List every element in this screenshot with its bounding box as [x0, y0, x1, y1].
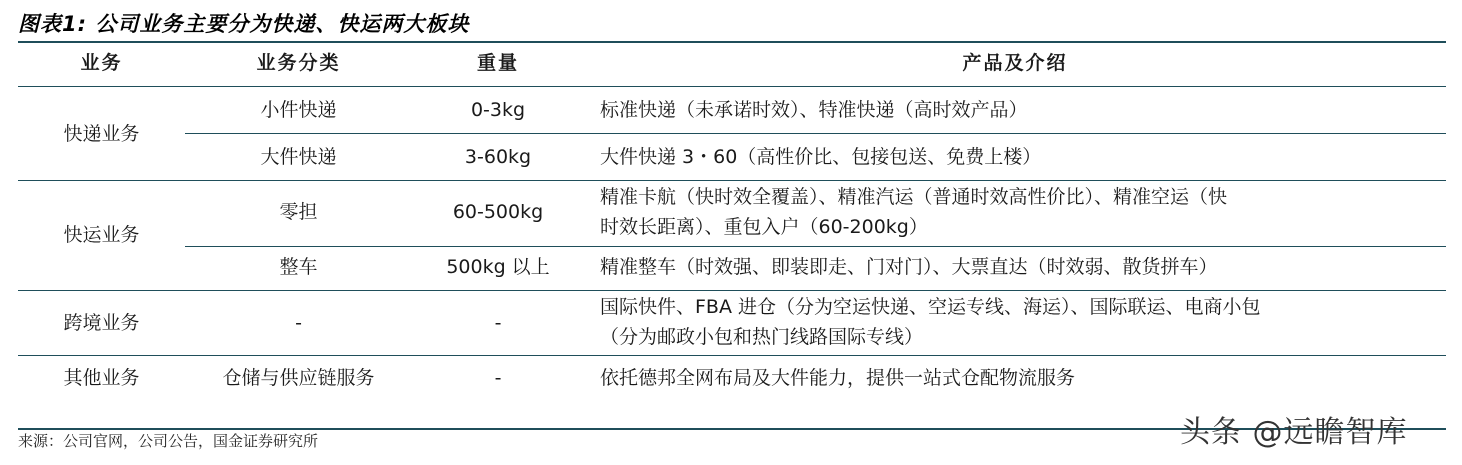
- weight-ftl: 500kg 以上: [446, 256, 550, 278]
- express-inner-rule: [185, 133, 1446, 134]
- category-crossborder: -: [295, 312, 302, 334]
- weight-other: -: [494, 367, 502, 389]
- desc-ltl-line2: 时效长距离）、重包入户（60-200kg）: [600, 216, 928, 238]
- weight-crossborder: -: [494, 312, 502, 334]
- figure-title: 图表1: 公司业务主要分为快递、快运两大板块: [18, 12, 470, 36]
- express-bottom-rule: [18, 180, 1446, 181]
- desc-crossborder-line1: 国际快件、FBA 进仓（分为空运快递、空运专线、海运）、国际联运、电商小包: [600, 296, 1261, 318]
- desc-crossborder-line2: （分为邮政小包和热门线路国际专线）: [600, 326, 924, 348]
- freight-inner-rule: [185, 246, 1446, 247]
- desc-ltl-line1: 精准卡航（快时效全覆盖）、精准汽运（普通时效高性价比）、精准空运（快: [600, 186, 1228, 208]
- category-small-parcel: 小件快递: [260, 99, 337, 121]
- header-weight: 重量: [476, 52, 519, 74]
- desc-ftl: 精准整车（时效强、即装即走、门对门）、大票直达（时效弱、散货拼车）: [600, 256, 1218, 278]
- desc-large-parcel: 大件快递 3・60（高性价比、包接包送、免费上楼）: [600, 146, 1042, 168]
- business-crossborder: 跨境业务: [63, 312, 140, 334]
- business-express: 快递业务: [63, 123, 140, 145]
- weight-large-parcel: 3-60kg: [464, 146, 532, 168]
- source-note: 来源：公司官网，公司公告，国金证券研究所: [18, 432, 319, 450]
- header-rule: [18, 86, 1446, 87]
- header-business: 业务: [80, 52, 123, 74]
- weight-small-parcel: 0-3kg: [470, 99, 526, 121]
- desc-other: 依托德邦全网布局及大件能力，提供一站式仓配物流服务: [600, 367, 1076, 389]
- freight-bottom-rule: [18, 290, 1446, 291]
- category-large-parcel: 大件快递: [260, 146, 337, 168]
- category-other: 仓储与供应链服务: [222, 367, 375, 389]
- watermark: 头条 @远瞻智库: [1180, 415, 1408, 450]
- desc-small-parcel: 标准快递（未承诺时效）、特准快递（高时效产品）: [600, 99, 1028, 121]
- business-other: 其他业务: [63, 367, 140, 389]
- header-category: 业务分类: [256, 52, 341, 74]
- header-product: 产品及介绍: [962, 52, 1068, 74]
- business-freight: 快运业务: [63, 224, 140, 246]
- category-ltl: 零担: [279, 201, 318, 223]
- weight-ltl: 60-500kg: [452, 201, 544, 223]
- top-rule: [18, 41, 1446, 43]
- category-ftl: 整车: [279, 256, 318, 278]
- crossborder-bottom-rule: [18, 355, 1446, 356]
